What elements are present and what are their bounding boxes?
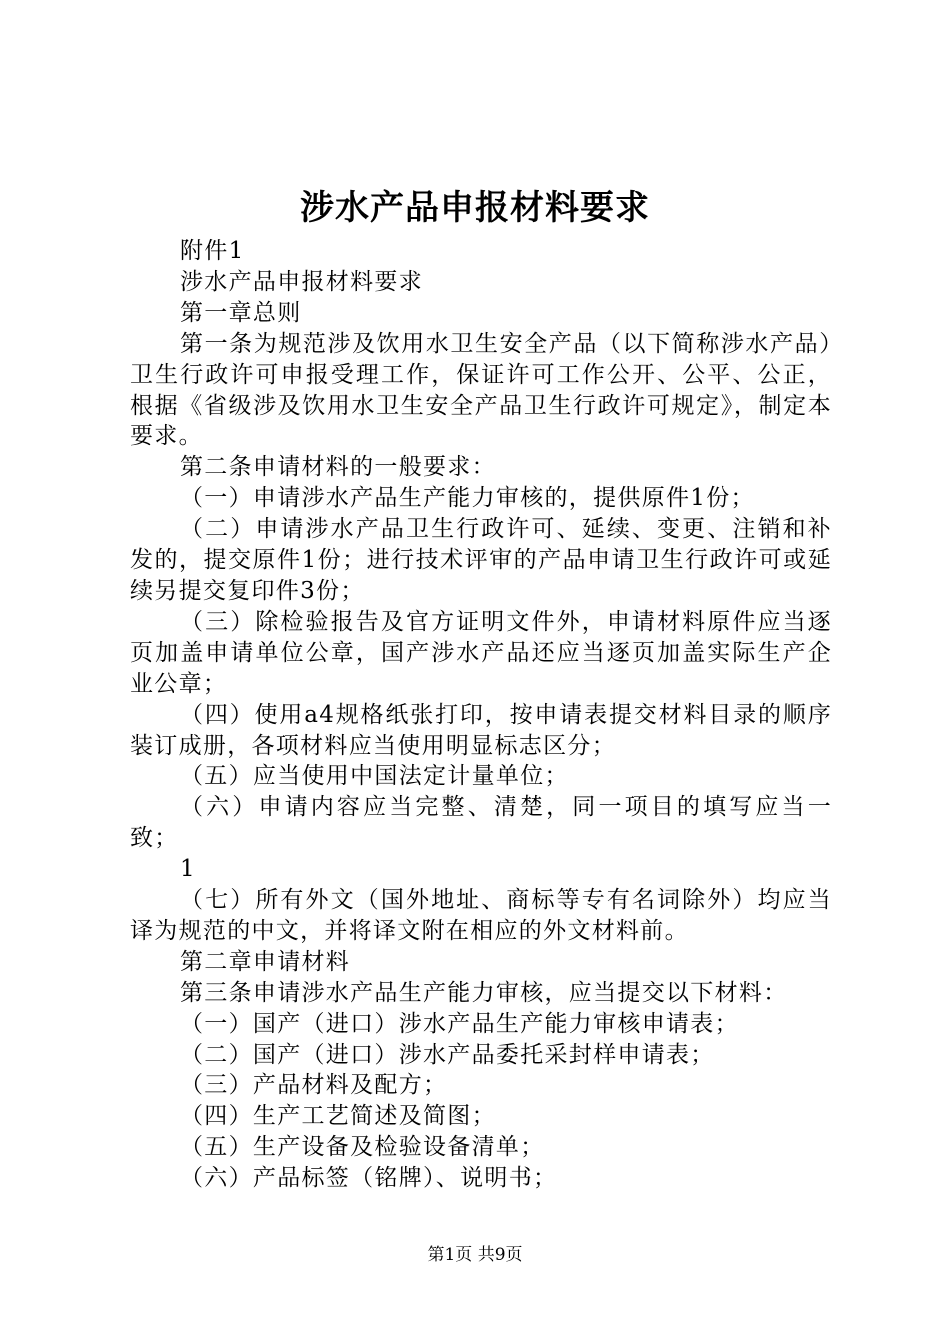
document-title: 涉水产品申报材料要求 [300,188,650,228]
chapter-heading: 第二章申请材料 [180,948,351,975]
article-paragraph: 第二条申请材料的一般要求： [180,454,496,481]
attachment-label: 附件1 [180,238,245,264]
list-item: （二）国产（进口）涉水产品委托采封样申请表； [180,1041,715,1068]
list-item: （四）使用a4规格纸张打印，按申请表提交材料目录的顺序装订成册，各项材料应当使用明显标志区分； [130,701,832,759]
list-item: （一）申请涉水产品生产能力审核的，提供原件1份； [180,485,755,512]
list-item: （六）产品标签（铭牌）、说明书； [180,1165,558,1192]
page-footer: 第1页 共9页 [427,1245,523,1265]
article-paragraph: 第一条为规范涉及饮用水卫生安全产品（以下简称涉水产品）卫生行政许可申报受理工作，保证许可工作公开、公平、公正，根据《省级涉及饮用水卫生安全产品卫生行政许可规定》，制定本要求。 [130,330,832,450]
list-item: （五）应当使用中国法定计量单位； [180,763,569,790]
list-item: （七）所有外文（国外地址、商标等专有名词除外）均应当译为规范的中文，并将译文附在相应的外文材料前。 [130,887,832,944]
subtitle: 涉水产品申报材料要求 [180,268,423,295]
chapter-heading: 第一章总则 [180,299,302,326]
document-body [130,236,832,1194]
list-item: （五）生产设备及检验设备清单； [180,1134,545,1161]
list-item: （二）申请涉水产品卫生行政许可、延续、变更、注销和补发的，提交原件1份；进行技术评审的产品申请卫生行政许可或延续另提交复印件3份； [130,516,832,604]
list-item: （三）除检验报告及官方证明文件外，申请材料原件应当逐页加盖申请单位公章，国产涉水产品还应当逐页加盖实际生产企业公章； [130,608,832,697]
list-item: （四）生产工艺简述及简图； [180,1103,496,1130]
list-item: （六）申请内容应当完整、清楚，同一项目的填写应当一致； [130,794,832,852]
inline-page-number: 1 [180,856,196,883]
article-paragraph: 第三条申请涉水产品生产能力审核，应当提交以下材料： [180,979,788,1006]
list-item: （一）国产（进口）涉水产品生产能力审核申请表； [180,1010,739,1037]
list-item: （三）产品材料及配方； [180,1072,448,1099]
